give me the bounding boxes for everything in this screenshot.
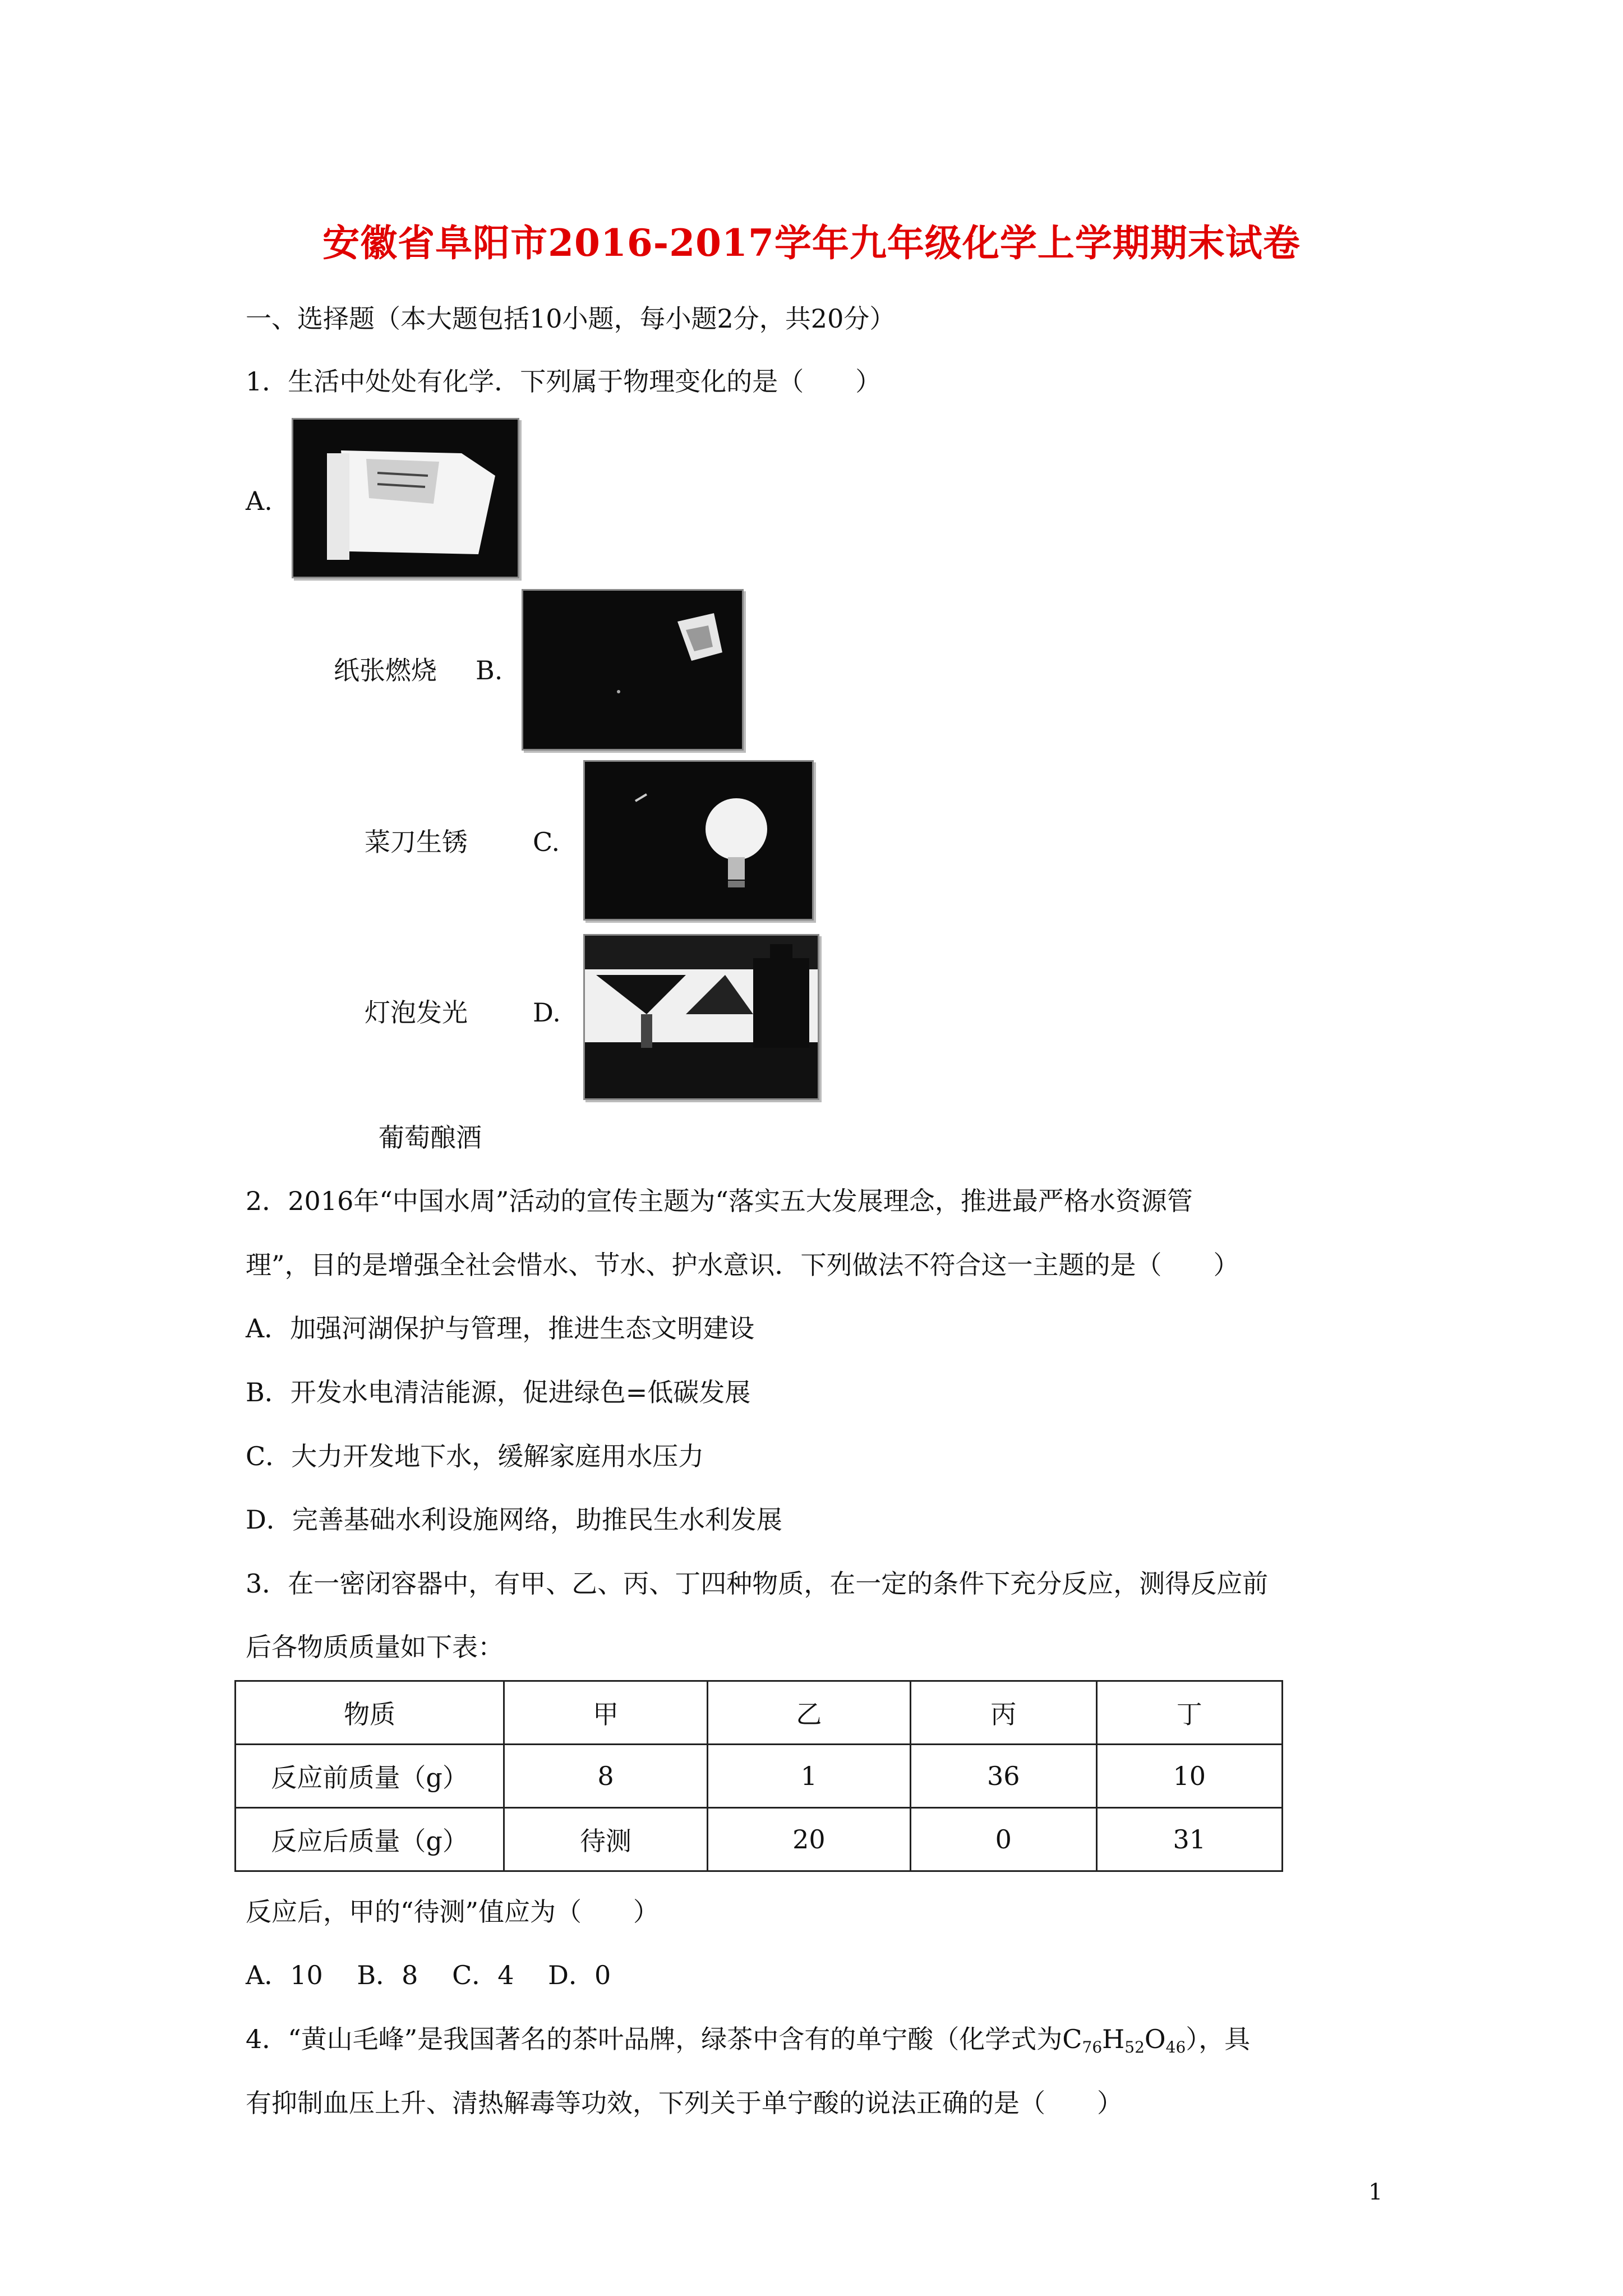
q3-question: 反应后，甲的“待测”值应为（ ） [246, 1897, 660, 1927]
q2-option-b: B．开发水电清洁能源，促进绿色=低碳发展 [246, 1377, 751, 1407]
mass-table [234, 1680, 1283, 1872]
q1-option-b-caption: 菜刀生锈 [365, 827, 468, 857]
table-header-cell: 丁 [1096, 1681, 1283, 1745]
q1-option-b-letter: B. [476, 655, 503, 685]
section-heading: 一、选择题（本大题包括10小题，每小题2分，共20分） [246, 303, 896, 334]
table-header-cell: 甲 [504, 1681, 707, 1745]
rusty-knife-image [522, 589, 744, 751]
table-row [236, 1745, 1283, 1808]
table-cell: 1 [707, 1745, 910, 1808]
q3-options: A．10 B．8 C．4 D．0 [246, 1960, 611, 1990]
q2-option-c: C．大力开发地下水，缓解家庭用水压力 [246, 1441, 704, 1471]
table-row [236, 1808, 1283, 1871]
q4-line2: 有抑制血压上升、清热解毒等功效，下列关于单宁酸的说法正确的是（ ） [246, 2088, 1123, 2118]
page-number: 1 [1368, 2179, 1383, 2205]
wine-making-image [583, 934, 819, 1100]
q1-option-d-letter: D. [533, 997, 561, 1028]
q2-option-d: D．完善基础水利设施网络，助推民生水利发展 [246, 1504, 782, 1535]
q4-line1 [246, 2026, 1250, 2055]
q1-option-a-letter: A. [246, 486, 273, 516]
q2-option-a: A．加强河湖保护与管理，推进生态文明建设 [246, 1313, 755, 1343]
q1-option-c-caption: 灯泡发光 [365, 997, 468, 1028]
table-header-cell: 乙 [707, 1681, 910, 1745]
table-cell: 反应前质量（g） [236, 1745, 504, 1808]
q4-sub-h: 52 [1124, 2038, 1145, 2056]
table-cell: 31 [1096, 1808, 1283, 1871]
q2-line2: 理”，目的是增强全社会惜水、节水、护水意识．下列做法不符合这一主题的是（ ） [246, 1250, 1239, 1280]
q4-sub-o: 46 [1165, 2038, 1186, 2056]
table-header-row [236, 1681, 1283, 1745]
table-cell: 10 [1096, 1745, 1283, 1808]
q4-sub-c: 76 [1082, 2038, 1103, 2056]
q1-stem: 1．生活中处处有化学．下列属于物理变化的是（ ） [246, 366, 882, 397]
q3-line1: 3．在一密闭容器中，有甲、乙、丙、丁四种物质，在一定的条件下充分反应，测得反应前 [246, 1568, 1269, 1599]
table-cell: 36 [911, 1745, 1096, 1808]
table-header-cell: 丙 [911, 1681, 1096, 1745]
table-header-cell: 物质 [236, 1681, 504, 1745]
q1-option-d-caption: 葡萄酿酒 [379, 1122, 482, 1153]
table-cell: 待测 [504, 1808, 707, 1871]
q4-o: O [1144, 2024, 1166, 2054]
table-cell: 20 [707, 1808, 910, 1871]
q2-line1: 2．2016年“中国水周”活动的宣传主题为“落实五大发展理念，推进最严格水资源管 [246, 1186, 1193, 1216]
burning-paper-image [292, 418, 519, 578]
q1-option-a-caption: 纸张燃烧 [334, 655, 437, 685]
q4-h: H [1102, 2024, 1125, 2054]
q4-line1-text: 4．“黄山毛峰”是我国著名的茶叶品牌，绿茶中含有的单宁酸（化学式为C [246, 2024, 1082, 2054]
q4-line1-end: ），具 [1186, 2024, 1251, 2054]
q1-option-c-letter: C. [533, 827, 560, 857]
document-title: 安徽省阜阳市2016-2017学年九年级化学上学期期末试卷 [322, 221, 1301, 265]
q3-line2: 后各物质质量如下表： [246, 1632, 504, 1662]
glowing-bulb-image [583, 760, 814, 921]
table-cell: 8 [504, 1745, 707, 1808]
table-cell: 0 [911, 1808, 1096, 1871]
table-cell: 反应后质量（g） [236, 1808, 504, 1871]
